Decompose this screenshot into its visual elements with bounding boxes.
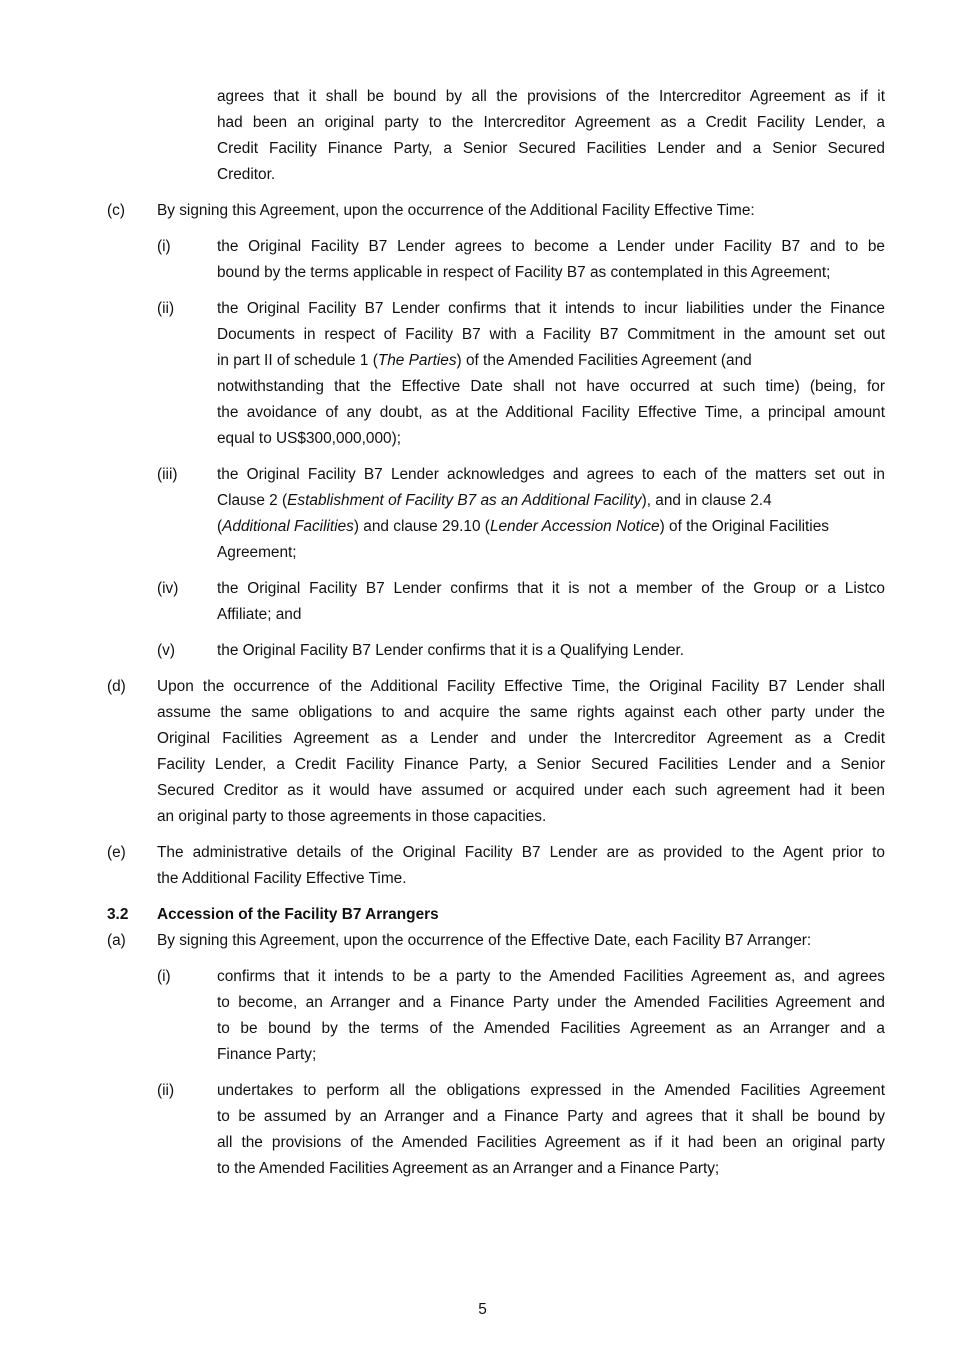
- continuation-line: Creditor.: [217, 166, 276, 183]
- section-number: 3.2: [107, 906, 129, 923]
- clause-a-ii-line: to be assumed by an Arranger and a Finance Party and agrees that it shall be bound by: [217, 1108, 885, 1125]
- continuation-line: agrees that it shall be bound by all the provisions of the Intercreditor Agreement as if it: [217, 88, 885, 105]
- clause-a-i-label: (i): [157, 968, 171, 985]
- clause-a-i-line: confirms that it intends to be a party to the Amended Facilities Agreement as, and agrees: [217, 968, 885, 985]
- continuation-line: had been an original party to the Intercreditor Agreement as a Credit Facility Lender, a: [217, 114, 885, 131]
- clause-c-ii-label: (ii): [157, 300, 175, 317]
- clause-e-line: the Additional Facility Effective Time.: [157, 870, 407, 887]
- clause-d-line: Upon the occurrence of the Additional Facility Effective Time, the Original Facility B7 Lender shall: [157, 678, 885, 695]
- clause-d-line: Secured Creditor as it would have assumed or acquired under each such agreement had it been: [157, 782, 885, 799]
- clause-c-iii-line-mixed: (Additional Facilities) and clause 29.10 (Lender Accession Notice) of the Original Facilities: [217, 518, 829, 535]
- establishment-ref: Establishment of Facility B7 as an Additional Facility: [287, 492, 642, 509]
- clause-c-iii-label: (iii): [157, 466, 178, 483]
- clause-a-text: By signing this Agreement, upon the occurrence of the Effective Date, each Facility B7 Arranger:: [157, 932, 812, 949]
- clause-d-line: an original party to those agreements in those capacities.: [157, 808, 547, 825]
- clause-d-line: Original Facilities Agreement as a Lender and under the Intercreditor Agreement as a Credit: [157, 730, 885, 747]
- clause-c-ii-text-a: in part II of schedule 1 (The Parties) of the Amended Facilities Agreement (and: [217, 352, 752, 369]
- clause-a-i-line: to be bound by the terms of the Amended Facilities Agreement as an Arranger and a: [217, 1020, 885, 1037]
- clause-c-ii-line: notwithstanding that the Effective Date shall not have occurred at such time) (being, for: [217, 378, 885, 395]
- clause-a-ii-line: undertakes to perform all the obligations expressed in the Amended Facilities Agreement: [217, 1082, 885, 1099]
- the-parties-ref: The Parties: [377, 352, 457, 369]
- clause-c-iii-line: Agreement;: [217, 544, 297, 561]
- clause-c-i-label: (i): [157, 238, 171, 255]
- clause-a-i-line: Finance Party;: [217, 1046, 317, 1063]
- additional-facilities-ref: Additional Facilities: [222, 518, 354, 535]
- section-title: Accession of the Facility B7 Arrangers: [157, 906, 439, 923]
- clause-c-v-label: (v): [157, 642, 175, 659]
- clause-c-iv-line: Affiliate; and: [217, 606, 302, 623]
- clause-c-iv-label: (iv): [157, 580, 179, 597]
- clause-c-ii-line: the avoidance of any doubt, as at the Additional Facility Effective Time, a principal amount: [217, 404, 885, 421]
- clause-a-ii-label: (ii): [157, 1082, 175, 1099]
- clause-d-line: Facility Lender, a Credit Facility Finance Party, a Senior Secured Facilities Lender and a Senior: [157, 756, 885, 773]
- clause-c-iv-line: the Original Facility B7 Lender confirms that it is not a member of the Group or a Listco: [217, 580, 885, 597]
- clause-d-line: assume the same obligations to and acquire the same rights against each other party under the: [157, 704, 885, 721]
- clause-e-label: (e): [107, 844, 126, 861]
- clause-a-ii-line: to the Amended Facilities Agreement as an Arranger and a Finance Party;: [217, 1160, 720, 1177]
- lender-accession-ref: Lender Accession Notice: [489, 518, 660, 535]
- clause-d-label: (d): [107, 678, 126, 695]
- clause-c-i-line: bound by the terms applicable in respect of Facility B7 as contemplated in this Agreement;: [217, 264, 831, 281]
- clause-c-ii-line: Documents in respect of Facility B7 with a Facility B7 Commitment in the amount set out: [217, 326, 885, 343]
- clause-a-i-line: to become, an Arranger and a Finance Party under the Amended Facilities Agreement and: [217, 994, 885, 1011]
- clause-c-text: By signing this Agreement, upon the occurrence of the Additional Facility Effective Time:: [157, 202, 755, 219]
- clause-a-ii-line: all the provisions of the Amended Facilities Agreement as if it had been an original party: [217, 1134, 885, 1151]
- clause-c-ii-line: equal to US$300,000,000);: [217, 430, 401, 447]
- clause-c-label: (c): [107, 202, 125, 219]
- clause-c-iii-line-mixed: Clause 2 (Establishment of Facility B7 as an Additional Facility), and in clause 2.4: [217, 492, 772, 509]
- clause-c-iii-line: the Original Facility B7 Lender acknowledges and agrees to each of the matters set out in: [217, 466, 885, 483]
- clause-e-line: The administrative details of the Original Facility B7 Lender are as provided to the Agent prior to: [157, 844, 885, 861]
- clause-c-ii-line: the Original Facility B7 Lender confirms that it intends to incur liabilities under the Finance: [217, 300, 885, 317]
- continuation-line: Credit Facility Finance Party, a Senior Secured Facilities Lender and a Senior Secured: [217, 140, 885, 157]
- clause-a-label: (a): [107, 932, 126, 949]
- clause-c-i-line: the Original Facility B7 Lender agrees to become a Lender under Facility B7 and to be: [217, 238, 885, 255]
- page-number: 5: [478, 1301, 487, 1318]
- clause-c-ii-line-mixed: [217, 351, 885, 371]
- clause-c-v-text: the Original Facility B7 Lender confirms that it is a Qualifying Lender.: [217, 642, 685, 659]
